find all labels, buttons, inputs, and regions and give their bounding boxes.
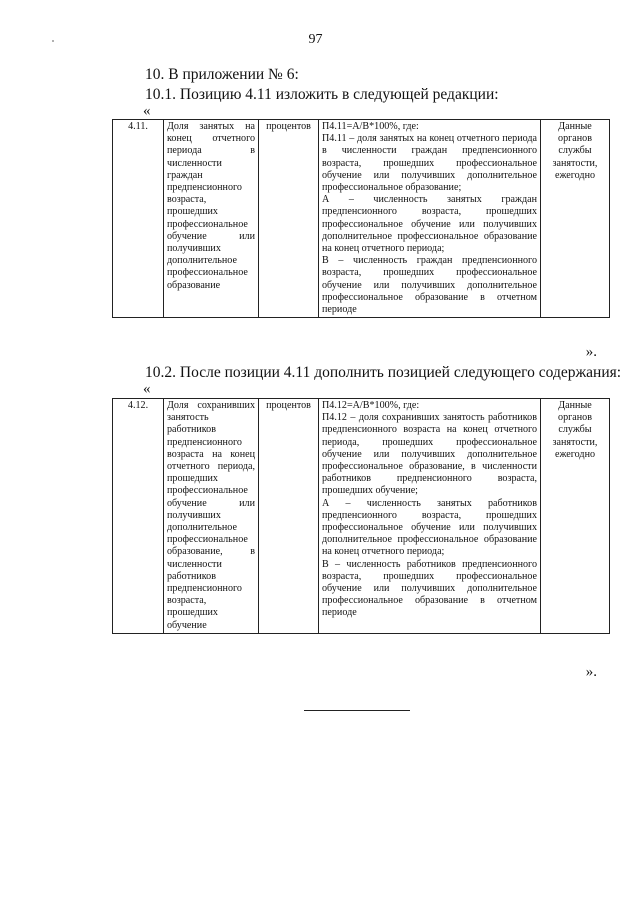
closing-quote-2: ». bbox=[585, 664, 597, 680]
formula-definition: В – численность работников предпенсионного возраста, прошедших профессиональное обучение или получивших дополнительное профессиональное образование в отчетном периоде bbox=[322, 558, 537, 619]
indicator-name: Доля занятых на конец отчетного периода в численности граждан предпенсионного возраста, прошедших профессиональное обучение или получивших дополнительное профессиональное образование bbox=[164, 120, 259, 318]
unit-of-measure: процентов bbox=[259, 120, 319, 318]
section-heading-10-1: 10.1. Позицию 4.11 изложить в следующей редакции: bbox=[145, 86, 499, 103]
indicator-name: Доля сохранивших занятость работников предпенсионного возраста на конец отчетного периода, прошедших профессиональное обучение или получивших дополнительное профессиональное образование, в численности работников предпенсионного возраста, прошедших обучение bbox=[164, 399, 259, 634]
section-heading-10-2: 10.2. После позиции 4.11 дополнить позицией следующего содержания: bbox=[145, 364, 622, 381]
opening-quote-1: « bbox=[143, 103, 151, 119]
formula-definition: П4.11 – доля занятых на конец отчетного периода в численности граждан предпенсионного возраста, прошедших профессиональное обучение или получивших дополнительное профессиональное образование; bbox=[322, 133, 537, 194]
formula-title: П4.11=А/В*100%, где: bbox=[322, 121, 419, 132]
page-number: 97 bbox=[308, 32, 323, 47]
position-number: 4.12. bbox=[113, 399, 164, 634]
formula-definition: В – численность граждан предпенсионного возраста, прошедших профессиональное обучение или получивших дополнительное профессиональное образование в отчетном периоде bbox=[322, 255, 537, 316]
closing-quote-1: ». bbox=[585, 344, 597, 360]
section-heading-10: 10. В приложении № 6: bbox=[145, 66, 299, 83]
opening-quote-2: « bbox=[143, 381, 151, 397]
formula-definition: А – численность занятых граждан предпенсионного возраста, прошедших профессиональное обучение или получивших дополнительное профессиональное образование на конец отчетного периода; bbox=[322, 194, 537, 255]
position-number: 4.11. bbox=[113, 120, 164, 318]
data-source: Данные органов службы занятости, ежегодно bbox=[541, 399, 610, 634]
table-row bbox=[113, 399, 610, 634]
formula-definition: А – численность занятых работников предпенсионного возраста, прошедших профессиональное обучение или получивших дополнительное профессиональное образование на конец отчетного периода; bbox=[322, 497, 537, 558]
end-of-document-rule bbox=[304, 710, 410, 711]
calculation-formula bbox=[319, 120, 541, 318]
position-4-12-table bbox=[112, 398, 610, 634]
position-4-11-table bbox=[112, 119, 610, 318]
unit-of-measure: процентов bbox=[259, 399, 319, 634]
table-row bbox=[113, 120, 610, 318]
formula-title: П4.12=А/В*100%, где: bbox=[322, 400, 420, 411]
formula-definition: П4.12 – доля сохранивших занятость работников предпенсионного возраста на конец отчетного периода, прошедших профессиональное обучение или получивших дополнительное профессиональное образование, в численности работников предпенсионного возраста, прошедших обучение; bbox=[322, 412, 537, 497]
calculation-formula bbox=[319, 399, 541, 634]
data-source: Данные органов службы занятости, ежегодно bbox=[541, 120, 610, 318]
